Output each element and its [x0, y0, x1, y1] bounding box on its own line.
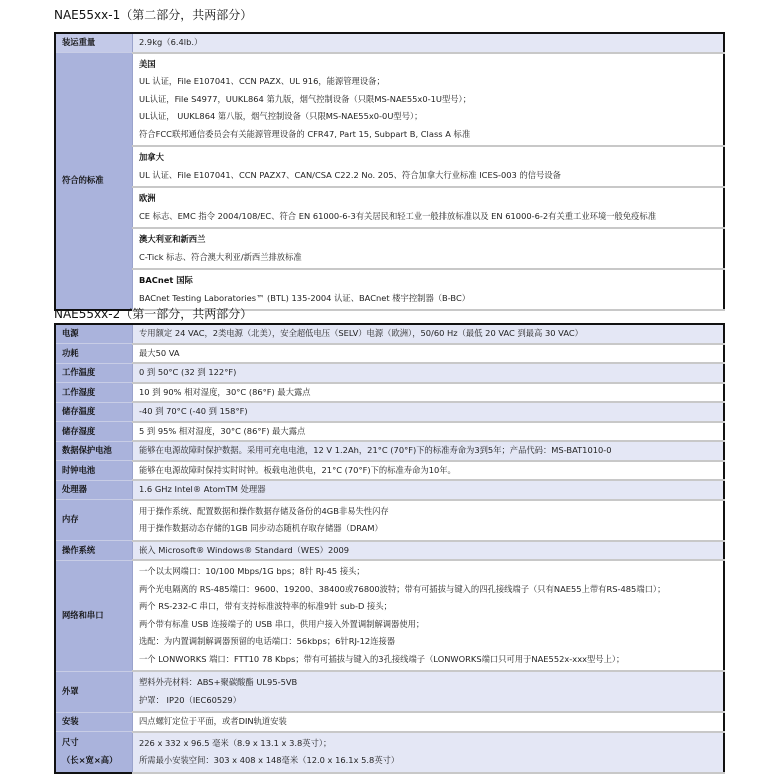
table-row: [55, 269, 724, 310]
standard-section: [133, 269, 725, 310]
value-line: 用于操作数据动态存储的1GB 同步动态随机存取存储器（DRAM）: [139, 523, 383, 533]
table-row: [55, 324, 724, 344]
row-value: [133, 500, 725, 541]
section-line: C-Tick 标志、符合澳大利亚/新西兰排放标准: [139, 251, 302, 262]
row-label-text: 工作温度: [62, 367, 96, 377]
table-row: [55, 480, 724, 500]
row-value: [133, 422, 725, 442]
row-value: [133, 732, 725, 773]
value-line: 最大50 VA: [139, 347, 180, 358]
value-line: 两个光电隔离的 RS-485端口：9600、19200、38400或76800波特；带有可插拔与键入的四孔接线端子（只有NAE55上带有RS-485端口）；: [139, 583, 666, 594]
table-row: [55, 33, 724, 53]
row-label: [55, 500, 133, 541]
section-line: UL认证， UUKL864 第八版，烟气控制设备（只限MS-NAE55x0-0U型号）；: [139, 111, 423, 121]
row-label-text: 功耗: [62, 347, 79, 358]
value-line: 塑料外壳材料：ABS+聚碳酸酯 UL95-5VB: [139, 677, 298, 687]
row-value: [133, 461, 725, 481]
standard-section: [133, 53, 725, 147]
value-line: 一个以太网端口：10/100 Mbps/1G bps；8针 RJ-45 接头；: [139, 566, 365, 576]
value-line: 所需最小安装空间：303 x 408 x 148毫米（12.0 x 16.1x 5.8英寸）: [139, 755, 400, 765]
section-line: BACnet Testing Laboratories™ (BTL) 135-2004 认证、BACnet 楼宇控制器（B-BC）: [139, 292, 471, 303]
table-row: [55, 422, 724, 442]
table-row: [55, 363, 724, 383]
value-line: 能够在电源故障时保持实时时钟。板载电池供电，21°C (70°F)下的标准寿命为10年。: [139, 464, 456, 475]
row-label-text: 外罩: [62, 685, 79, 696]
row-label: [55, 441, 133, 461]
value-line: 选配：为内置调制解调器预留的电话端口：56kbps；6针RJ-12连接器: [139, 636, 396, 646]
table-row: [55, 671, 724, 712]
section-line: UL 认证，File E107041、CCN PAZX、UL 916，能源管理设备；: [139, 76, 385, 86]
row-label-text: 操作系统: [62, 544, 96, 555]
row-value: [133, 344, 725, 364]
table-row: [55, 441, 724, 461]
section-line: CE 标志、EMC 指令 2004/108/EC、符合 EN 61000-6-3有关居民和轻工业一般排放标准以及 EN 61000-6-2有关重工业环境一般免疫标准: [139, 210, 657, 221]
row-label: [55, 324, 133, 344]
row-value: 2.9kg（6.4lb.）: [133, 33, 725, 53]
row-label: [55, 383, 133, 403]
value-line: 专用额定 24 VAC，2类电源（北美），安全超低电压（SELV）电源（欧洲），50/60 Hz（最低 20 VAC 到最高 30 VAC）: [139, 328, 583, 338]
table-row: [55, 187, 724, 228]
row-label-text: 安装: [62, 716, 79, 726]
row-label-text: 电源: [62, 328, 79, 339]
table-row: [55, 712, 724, 732]
row-label: 符合的标准: [55, 53, 133, 311]
section-heading: 加拿大: [139, 152, 164, 162]
row-label: [55, 344, 133, 364]
row-value: [133, 712, 725, 732]
table-row: [55, 402, 724, 422]
row-label-text: 数据保护电池: [62, 445, 112, 455]
value-line: 四点螺钉定位于平面，或者DIN轨道安装: [139, 716, 287, 726]
row-label: [55, 363, 133, 383]
section-heading: 美国: [139, 58, 156, 69]
table-row: [55, 541, 724, 561]
value-line: 嵌入 Microsoft® Windows® Standard（WES）2009: [139, 544, 350, 555]
table-row: [55, 383, 724, 403]
row-label: [55, 671, 133, 712]
section-heading: 欧洲: [139, 193, 156, 203]
table-row: [55, 461, 724, 481]
row-value: [133, 441, 725, 461]
section-heading: 澳大利亚和新西兰: [139, 234, 206, 244]
table2-title: NAE55xx-2（第一部分，共两部分）: [54, 307, 253, 321]
standard-section: [133, 228, 725, 269]
row-value: [133, 402, 725, 422]
row-label: [55, 712, 133, 732]
value-line: 用于操作系统、配置数据和操作数据存储及备份的4GB非易失性闪存: [139, 505, 389, 516]
table-row: [55, 146, 724, 187]
row-label-text: 工作湿度: [62, 386, 96, 397]
table-row: [55, 732, 724, 773]
row-value: [133, 363, 725, 383]
row-value: [133, 541, 725, 561]
row-value: [133, 383, 725, 403]
section-heading: BACnet 国际: [139, 275, 193, 285]
row-label: 装运重量: [55, 33, 133, 53]
row-label-text: 储存温度: [62, 406, 96, 416]
spec-table-part2: [54, 32, 725, 311]
row-label: [55, 560, 133, 671]
value-line: 两个带有标准 USB 连接端子的 USB 串口，供用户接入外置调制解调器使用；: [139, 618, 425, 629]
row-label: [55, 732, 133, 773]
table-row: [55, 53, 724, 147]
row-value: [133, 671, 725, 712]
value-line: 5 到 95% 相对湿度，30°C (86°F) 最大露点: [139, 425, 306, 436]
row-label: [55, 461, 133, 481]
row-label-text: 尺寸: [62, 737, 79, 748]
table-row: [55, 560, 724, 671]
value-line: 1.6 GHz Intel® AtomTM 处理器: [139, 484, 266, 494]
row-label-subtext: （长×宽×高）: [62, 754, 118, 765]
row-value: [133, 324, 725, 344]
row-label: [55, 480, 133, 500]
row-value: [133, 560, 725, 671]
section-line: 符合FCC联邦通信委员会有关能源管理设备的 CFR47, Part 15, Subpart B, Class A 标准: [139, 128, 471, 139]
value-line: -40 到 70°C (-40 到 158°F): [139, 406, 248, 416]
table-row: [55, 228, 724, 269]
row-label: [55, 541, 133, 561]
value-line: 能够在电源故障时保护数据。采用可充电电池，12 V 1.2Ah，21°C (70°F)下的标准寿命为3到5年；产品代码：MS-BAT1010-0: [139, 445, 612, 455]
value-line: 护罩： IP20（IEC60529）: [139, 694, 242, 705]
row-label-text: 储存湿度: [62, 425, 96, 436]
row-label-text: 内存: [62, 514, 79, 525]
value-line: 一个 LONWORKS 端口：FTT10 78 Kbps；带有可插拔与键入的3孔接线端子（LONWORKS端口只可用于NAE552x-xxx型号上）；: [139, 653, 625, 664]
section-line: UL认证，File S4977，UUKL864 第九版，烟气控制设备（只限MS-NAE55x0-1U型号）；: [139, 93, 472, 104]
table-row: [55, 500, 724, 541]
standard-section: [133, 187, 725, 228]
spec-table-part1: [54, 323, 725, 774]
table1-title: NAE55xx-1（第二部分，共两部分）: [54, 8, 253, 22]
table-row: [55, 344, 724, 364]
value-line: 10 到 90% 相对湿度，30°C (86°F) 最大露点: [139, 386, 311, 397]
standard-section: [133, 146, 725, 187]
value-line: 226 x 332 x 96.5 毫米（8.9 x 13.1 x 3.8英寸）；: [139, 737, 332, 748]
row-label: [55, 402, 133, 422]
row-label: [55, 422, 133, 442]
row-label-text: 时钟电池: [62, 464, 96, 475]
value-line: 0 到 50°C (32 到 122°F): [139, 367, 237, 377]
section-line: UL 认证、File E107041、CCN PAZX7、CAN/CSA C22.2 No. 205、符合加拿大行业标准 ICES-003 的信号设备: [139, 169, 561, 180]
row-label-text: 网络和串口: [62, 609, 104, 620]
row-value: [133, 480, 725, 500]
value-line: 两个 RS-232-C 串口，带有支持标准波特率的标准9针 sub-D 接头；: [139, 601, 392, 611]
row-label-text: 处理器: [62, 484, 87, 494]
